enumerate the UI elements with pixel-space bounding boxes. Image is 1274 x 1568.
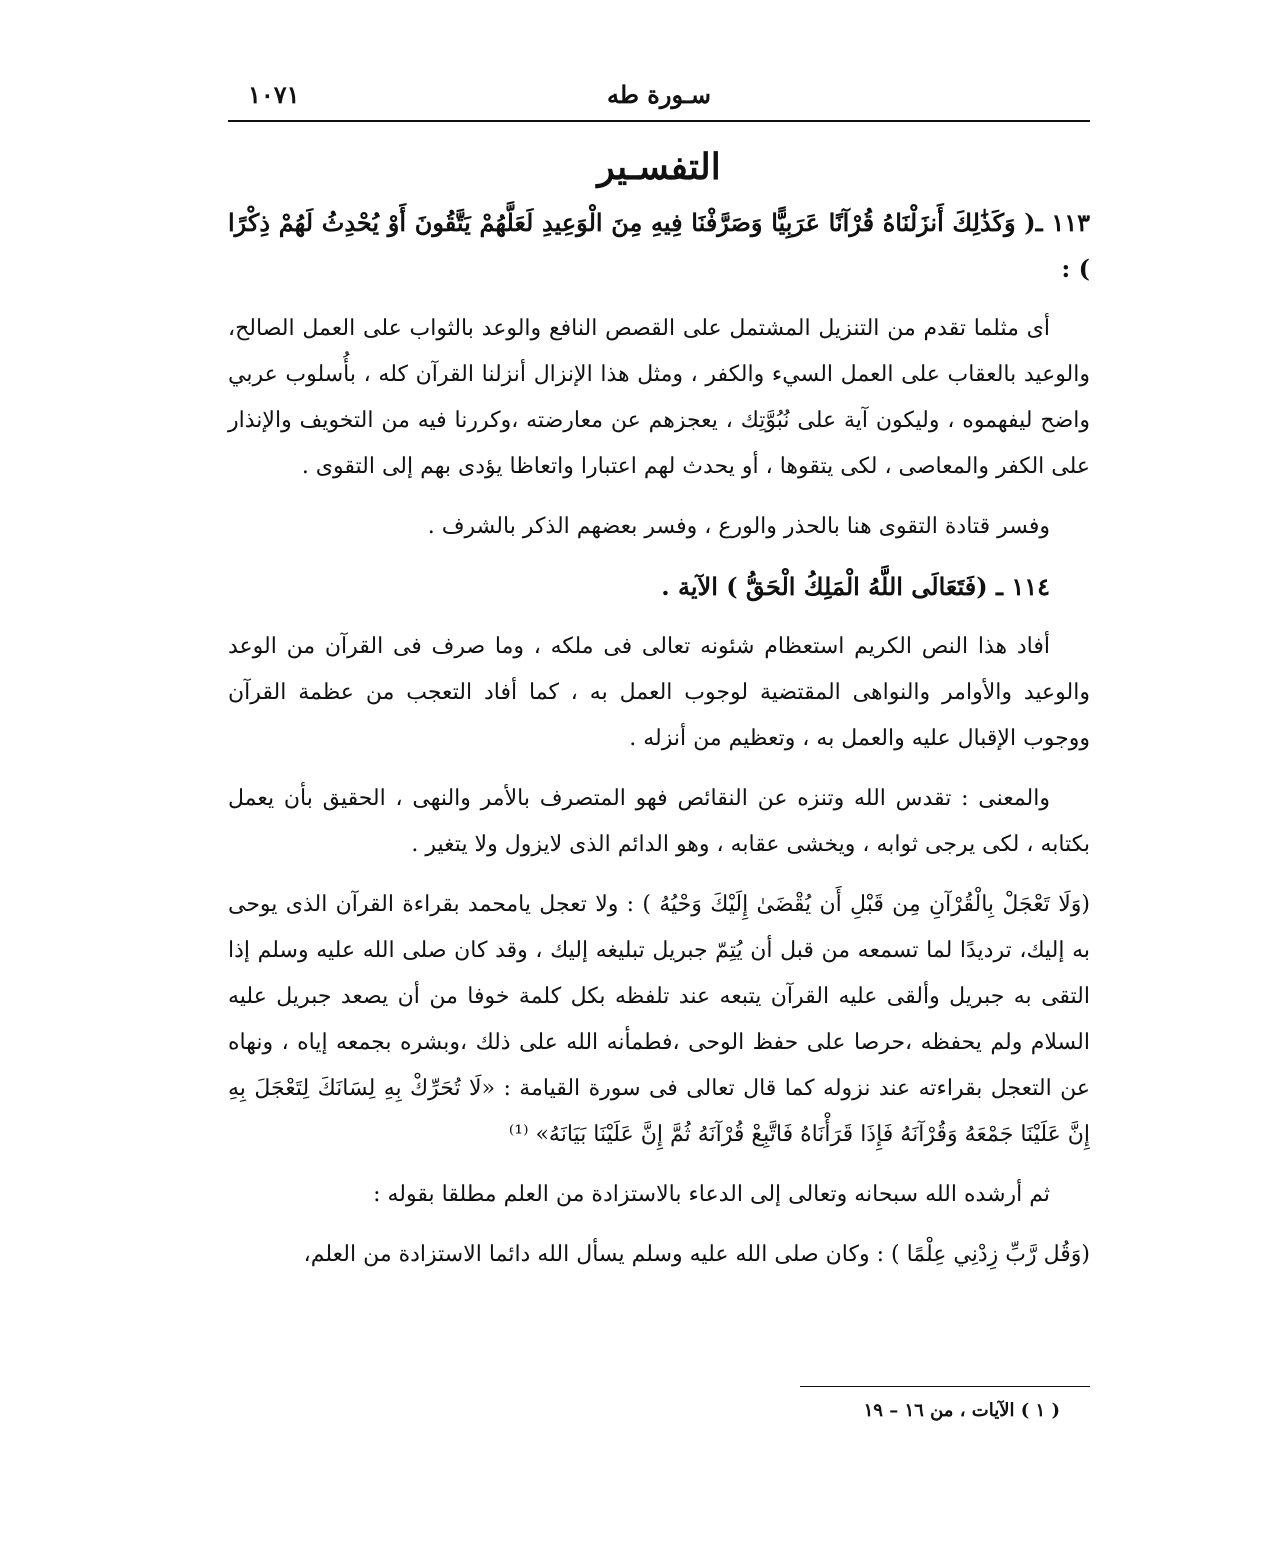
paragraph: (وَقُل رَّبِّ زِدْنِي عِلْمًا ) : وكان صلى الله عليه وسلم يسأل الله دائما الاستزادة من العلم، [303, 1242, 1090, 1267]
paragraph: (وَلَا تَعْجَلْ بِالْقُرْآنِ مِن قَبْلِ أَن يُقْضَىٰ إِلَيْكَ وَحْيُهُ ) : ولا تعجل يامحمد بقراءة القرآن الذى يوحى به إليك، ترديدًا لما تسمعه من قبل أن يُتِمّ جبريل تبليغه إليك ، وقد كان صلى الله عليه وسلم إذا التقى به جبريل وألقى عليه القرآن يتبعه عند تلفظه بكل كلمة خوفا من أن يصعد جبريل عليه السلام ولم يحفظه ،حرصا على حفظ الوحى ،فطمأنه الله على ذلك ،وبشره بجمعه إياه ، ونهاه عن التعجل بقراءته عند نزوله كما قال تعالى فى سورة القيامة : «لَا تُحَرِّكْ بِهِ لِسَانَكَ لِتَعْجَلَ بِهِ إِنَّ عَلَيْنَا جَمْعَهُ وَقُرْآنَهُ فَإِذَا قَرَأْنَاهُ فَاتَّبِعْ قُرْآنَهُ ثُمَّ إِنَّ عَلَيْنَا بَيَانَهُ» ⁽¹⁾ [228, 892, 1090, 1147]
body-text [228, 200, 1090, 1292]
page-number: ١٠٧١ [248, 80, 300, 109]
header-rule [228, 120, 1090, 122]
section-title: التفسـير [597, 146, 721, 188]
paragraph: أفاد هذا النص الكريم استعظام شئونه تعالى فى ملكه ، وما صرف فى القرآن من الوعد والوعيد والأوامر والنواهى المقتضية لوجوب العمل به ، كما أفاد التعجب من عظمة القرآن ووجوب الإقبال عليه والعمل به ، وتعظيم من أنزله . [228, 634, 1090, 751]
footnote: ( ١ ) الآيات ، من ١٦ – ١٩ [863, 1400, 1060, 1421]
paragraph: وفسر قتادة التقوى هنا بالحذر والورع ، وفسر بعضهم الذكر بالشرف . [427, 514, 1050, 539]
paragraph: والمعنى : تقدس الله وتنزه عن النقائص فهو المتصرف بالأمر والنهى ، الحقيق بأن يعمل بكتابه ، لكى يرجى ثوابه ، ويخشى عقابه ، وهو الدائم الذى لايزول ولا يتغير . [228, 786, 1090, 857]
footnote-rule [800, 1386, 1090, 1387]
verse-114-heading: ١١٤ ـ (فَتَعَالَى اللَّهُ الْمَلِكُ الْحَقُّ ) الآية . [661, 572, 1050, 601]
verse-113-heading: ١١٣ ـ( وَكَذَٰلِكَ أَنزَلْنَاهُ قُرْآنًا عَرَبِيًّا وَصَرَّفْنَا فِيهِ مِنَ الْوَعِيدِ لَعَلَّهُمْ يَتَّقُونَ أَوْ يُحْدِثُ لَهُمْ ذِكْرًا ) : [228, 208, 1090, 283]
paragraph: ثم أرشده الله سبحانه وتعالى إلى الدعاء بالاستزادة من العلم مطلقا بقوله : [373, 1182, 1050, 1207]
paragraph: أى مثلما تقدم من التنزيل المشتمل على القصص النافع والوعد بالثواب على العمل الصالح، والوعيد بالعقاب على العمل السيء والكفر ، ومثل هذا الإنزال أنزلنا القرآن كله ، بأُسلوب عربي واضح ليفهموه ، وليكون آية على نُبُوَّتِك ، يعجزهم عن معارضته ،وكررنا فيه من التخويف والإنذار على الكفر والمعاصى ، لكى يتقوها ، أو يحدث لهم اعتبارا واتعاظا يؤدى بهم إلى التقوى . [228, 316, 1090, 479]
surah-name: سـورة طه [606, 80, 712, 109]
running-header [228, 80, 1090, 116]
document-page [228, 70, 1090, 1540]
